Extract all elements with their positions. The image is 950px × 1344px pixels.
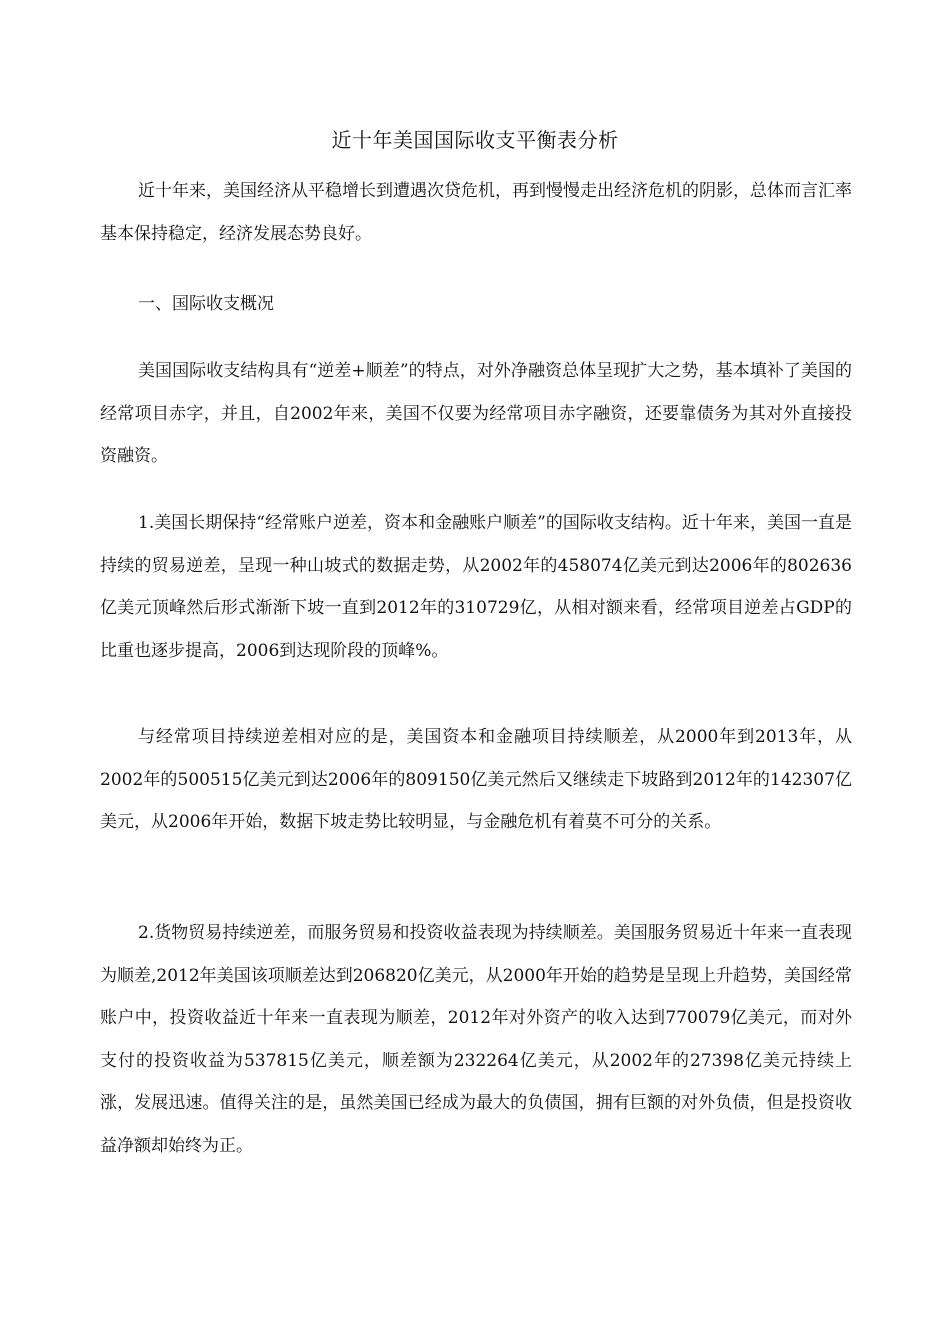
section-heading-overview: 一、国际收支概况 xyxy=(138,294,274,314)
structure-paragraph: 美国国际收支结构具有“逆差+顺差”的特点，对外净融资总体呈现扩大之势，基本填补了美国的经常项目赤字，并且，自2002年来，美国不仅要为经常项目赤字融资，还要靠债务为其对外直接投资融资。 xyxy=(100,361,852,466)
intro-paragraph: 近十年来，美国经济从平稳增长到遭遇次贷危机，再到慢慢走出经济危机的阴影，总体而言汇率基本保持稳定，经济发展态势良好。 xyxy=(100,181,852,244)
point-1-paragraph: 1.美国长期保持“经常账户逆差，资本和金融账户顺差”的国际收支结构。近十年来，美国一直是持续的贸易逆差，呈现一种山坡式的数据走势，从2002年的458074亿美元到达2006年的802636亿美元顶峰然后形式渐渐下坡一直到2012年的310729亿，从相对额来看，经常项目逆差占GDP的比重也逐步提高，2006到达现阶段的顶峰%。 xyxy=(100,513,852,661)
point-2-paragraph: 2.货物贸易持续逆差，而服务贸易和投资收益表现为持续顺差。美国服务贸易近十年来一直表现为顺差,2012年美国该项顺差达到206820亿美元，从2000年开始的趋势是呈现上升趋势，美国经常账户中，投资收益近十年来一直表现为顺差，2012年对外资产的收入达到770079亿美元，而对外支付的投资收益为537815亿美元，顺差额为232264亿美元，从2002年的27398亿美元持续上涨，发展迅速。值得关注的是，虽然美国已经成为最大的负债国，拥有巨额的对外负债，但是投资收益净额却始终为正。 xyxy=(100,923,852,1156)
capital-account-paragraph: 与经常项目持续逆差相对应的是，美国资本和金融项目持续顺差，从2000年到2013年，从2002年的500515亿美元到达2006年的809150亿美元然后又继续走下坡路到2012年的142307亿美元，从2006年开始，数据下坡走势比较明显，与金融危机有着莫不可分的关系。 xyxy=(100,727,852,832)
document-title: 近十年美国国际收支平衡表分析 xyxy=(331,128,619,152)
